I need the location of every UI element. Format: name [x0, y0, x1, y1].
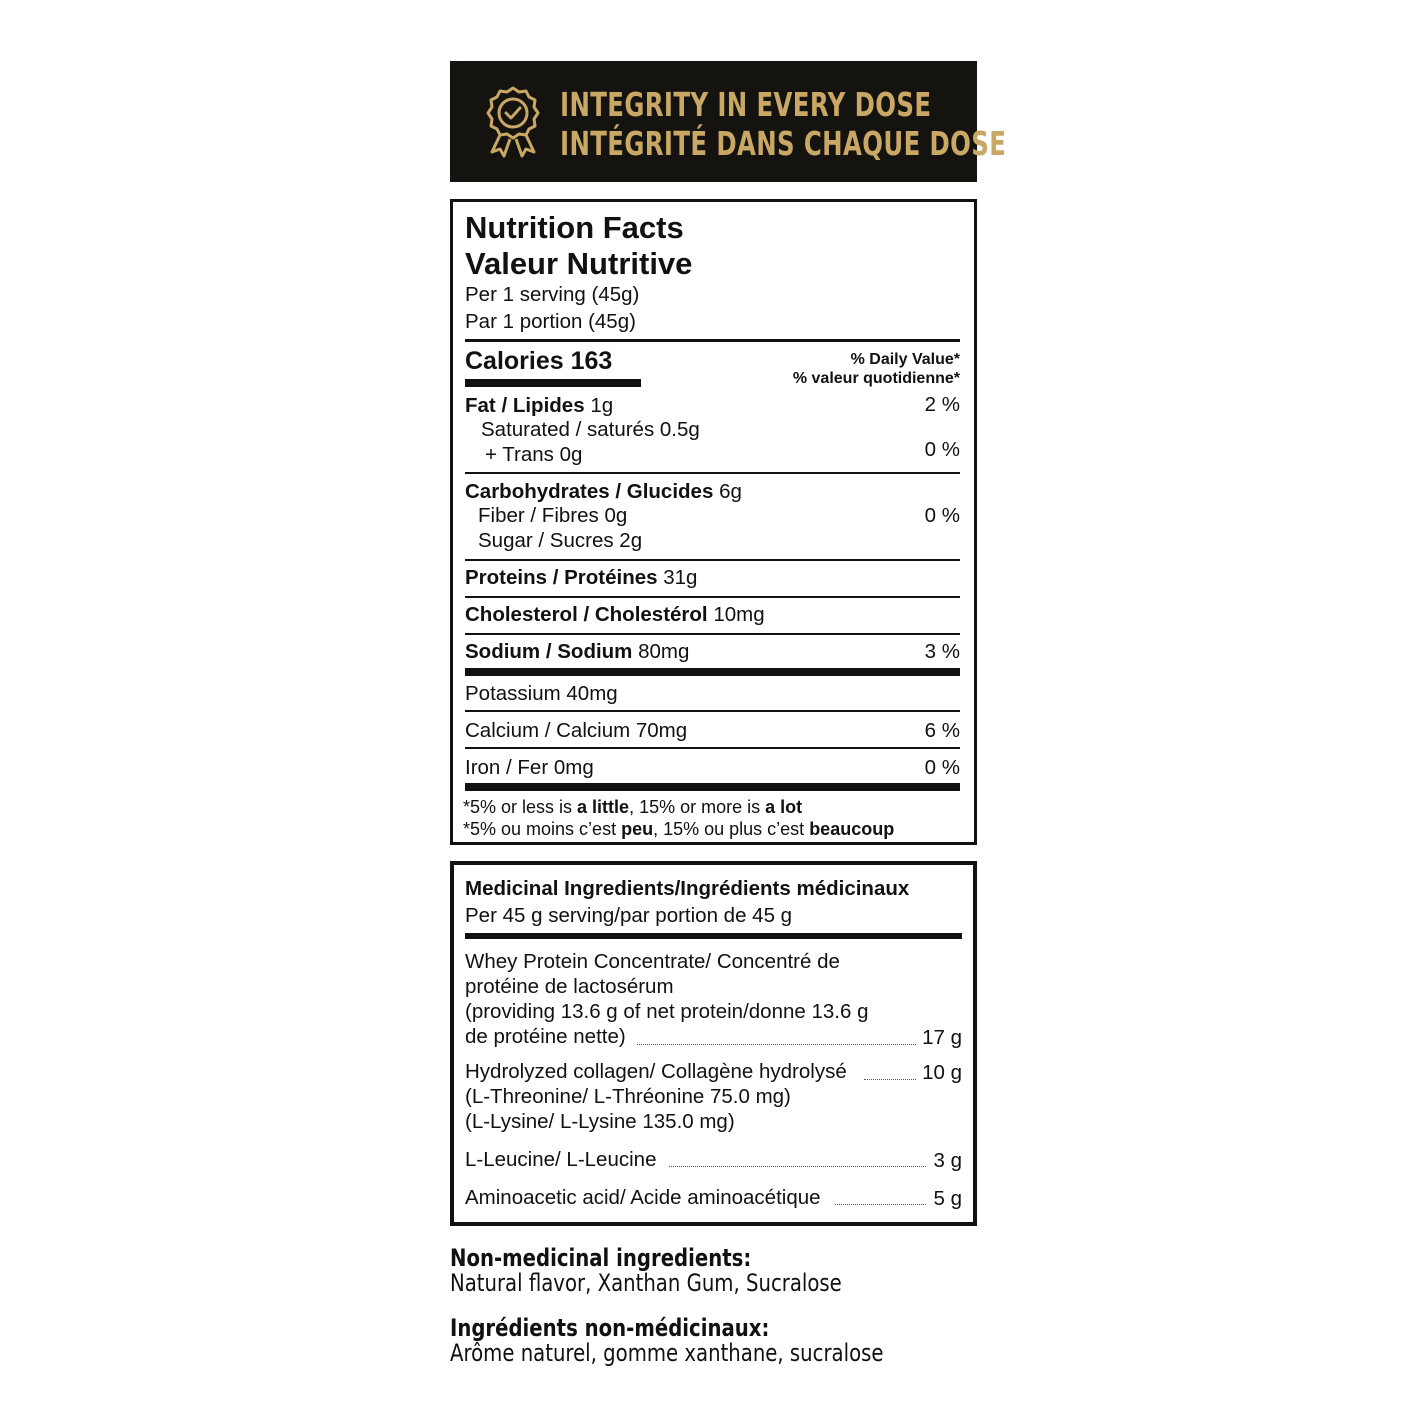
sugar-row: Sugar / Sucres 2g — [478, 529, 643, 552]
saturated-row: Saturated / saturés 0.5g — [481, 418, 700, 441]
calories-underline — [465, 379, 641, 387]
non-medicinal-heading-en: Non-medicinal ingredients: — [450, 1244, 752, 1272]
award-ribbon-check-icon — [485, 86, 541, 158]
serving-size-en: Per 1 serving (45g) — [465, 283, 640, 306]
non-medicinal-value-fr: Arôme naturel, gomme xanthane, sucralose — [450, 1339, 884, 1367]
medicinal-ingredients-box — [450, 861, 977, 1226]
daily-value-en: % Daily Value* — [850, 351, 960, 368]
iron-row: Iron / Fer 0mg — [465, 756, 594, 779]
sodium-amount: 80mg — [638, 640, 690, 663]
thick-divider — [465, 668, 960, 676]
nutrition-facts-table — [450, 199, 977, 845]
cholesterol-label: Cholesterol / Cholestérol — [465, 603, 708, 626]
calcium-dv: 6 % — [924, 719, 960, 742]
banner-line-en: INTEGRITY IN EVERY DOSE — [560, 85, 932, 124]
divider — [465, 472, 960, 474]
leucine-label: L-Leucine/ L-Leucine — [465, 1148, 657, 1171]
cholesterol-amount: 10mg — [713, 603, 765, 626]
fiber-dv: 0 % — [924, 504, 960, 527]
whey-line-3: (providing 13.6 g of net protein/donne 13.6 g — [465, 1000, 869, 1023]
divider — [465, 339, 960, 342]
non-medicinal-value-en: Natural flavor, Xanthan Gum, Sucralose — [450, 1269, 842, 1297]
dot-leader — [835, 1204, 926, 1205]
aminoacetic-label: Aminoacetic acid/ Acide aminoacétique — [465, 1186, 821, 1209]
whey-line-2: protéine de lactosérum — [465, 975, 674, 998]
footnote-text: *5% or less is — [463, 797, 578, 817]
divider — [465, 633, 960, 635]
sodium-label: Sodium / Sodium — [465, 640, 633, 663]
collagen-line-3: (L-Lysine/ L-Lysine 135.0 mg) — [465, 1110, 735, 1133]
dot-leader — [637, 1044, 916, 1045]
daily-value-fr: % valeur quotidienne* — [792, 370, 960, 387]
leucine-amount: 3 g — [933, 1149, 962, 1172]
dot-leader — [669, 1166, 926, 1167]
integrity-banner — [450, 61, 1007, 182]
footnote-fr — [463, 820, 894, 838]
carbohydrates-amount: 6g — [719, 480, 742, 503]
footnote-text: , 15% ou plus c’est — [653, 819, 810, 839]
saturated-trans-dv: 0 % — [924, 438, 960, 461]
nutrition-title-en: Nutrition Facts — [465, 210, 684, 245]
footnote-en — [463, 798, 802, 816]
non-medicinal-heading-fr: Ingrédients non-médicinaux: — [450, 1314, 770, 1342]
footnote-text: *5% ou moins c’est — [463, 819, 622, 839]
protein-label: Proteins / Protéines — [465, 566, 658, 589]
footnote-emphasis: a little — [577, 797, 630, 817]
dot-leader — [864, 1079, 916, 1080]
fat-row — [465, 396, 613, 417]
divider — [465, 596, 960, 598]
fat-amount: 1g — [590, 394, 614, 417]
calories-row — [465, 349, 612, 374]
fat-dv: 2 % — [924, 393, 960, 416]
trans-row: + Trans 0g — [485, 443, 583, 466]
serving-size-fr: Par 1 portion (45g) — [465, 310, 636, 333]
medicinal-serving: Per 45 g serving/par portion de 45 g — [465, 904, 793, 927]
footnote-emphasis: beaucoup — [809, 819, 895, 839]
calories-value: 163 — [570, 347, 613, 375]
sodium-dv: 3 % — [924, 640, 960, 663]
footnote-emphasis: peu — [621, 819, 654, 839]
collagen-line-1: Hydrolyzed collagen/ Collagène hydrolysé — [465, 1060, 847, 1083]
divider — [465, 559, 960, 561]
protein-amount: 31g — [663, 566, 698, 589]
divider — [465, 710, 960, 712]
aminoacetic-amount: 5 g — [933, 1187, 962, 1210]
fiber-row: Fiber / Fibres 0g — [478, 504, 628, 527]
carbohydrates-label: Carbohydrates / Glucides — [465, 480, 714, 503]
sodium-row — [465, 642, 689, 663]
collagen-line-2: (L-Threonine/ L-Thréonine 75.0 mg) — [465, 1085, 791, 1108]
whey-line-1: Whey Protein Concentrate/ Concentré de — [465, 950, 840, 973]
footnote-emphasis: a lot — [765, 797, 803, 817]
collagen-amount: 10 g — [922, 1061, 962, 1084]
potassium-row: Potassium 40mg — [465, 682, 618, 705]
iron-dv: 0 % — [924, 756, 960, 779]
calcium-row: Calcium / Calcium 70mg — [465, 719, 688, 742]
banner-line-fr: INTÉGRITÉ DANS CHAQUE DOSE — [560, 124, 1007, 163]
protein-row — [465, 568, 697, 589]
whey-amount: 17 g — [922, 1026, 962, 1049]
nutrition-title-fr: Valeur Nutritive — [465, 246, 693, 281]
carbohydrates-row — [465, 482, 742, 503]
divider — [465, 747, 960, 749]
thick-divider — [465, 783, 960, 791]
calories-label: Calories — [465, 347, 564, 375]
cholesterol-row — [465, 605, 765, 626]
medicinal-heading: Medicinal Ingredients/Ingrédients médicinaux — [465, 877, 910, 900]
footnote-text: , 15% or more is — [629, 797, 766, 817]
whey-line-4: de protéine nette) — [465, 1025, 626, 1048]
thick-divider — [465, 933, 962, 939]
fat-label: Fat / Lipides — [465, 394, 585, 417]
